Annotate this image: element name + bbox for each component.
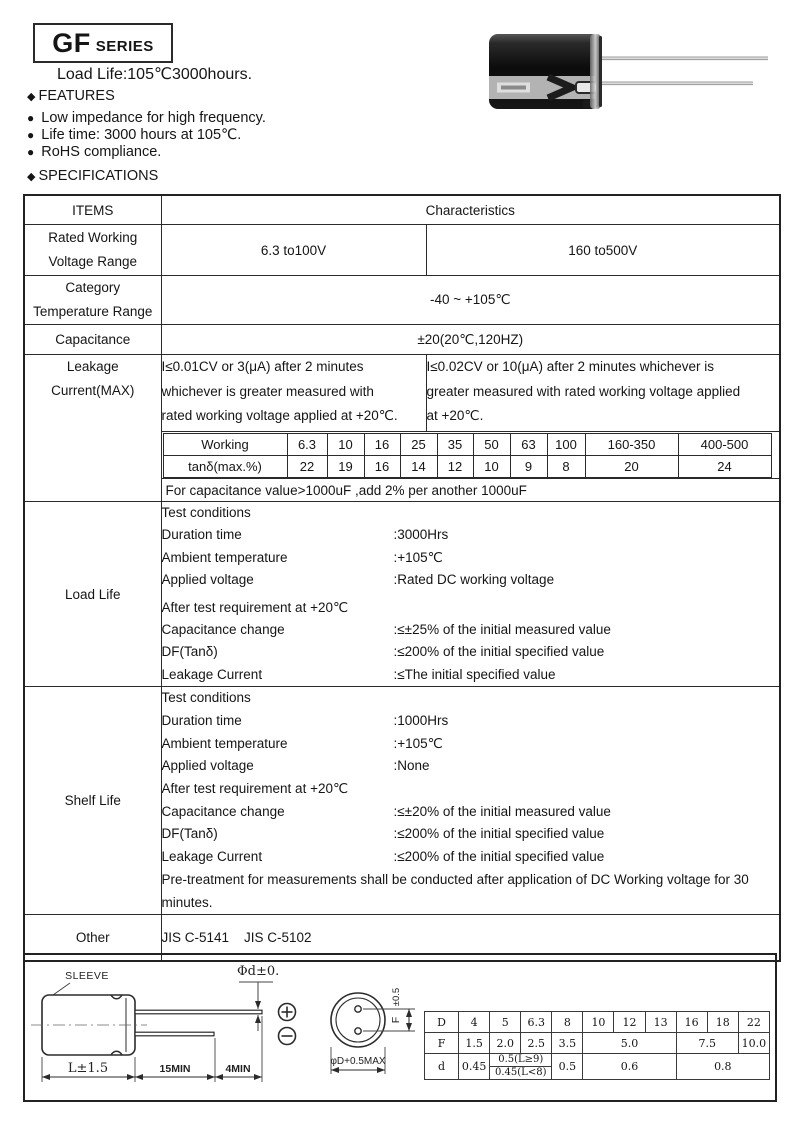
specifications-title-label: SPECIFICATIONS <box>38 168 159 184</box>
capacitor-photo <box>488 27 788 117</box>
lead-hole-top <box>355 1006 361 1012</box>
capacitor-lead-lower <box>596 82 753 86</box>
row-label-d: d <box>425 1054 459 1080</box>
diamond-icon: ◆ <box>27 90 36 103</box>
shelf-life-row <box>24 687 780 915</box>
list-item: ● Low impedance for high frequency. <box>27 110 266 126</box>
split-d-cell: 0.5(L≥9) 0.45(L<8) <box>490 1054 552 1080</box>
features-section-title <box>27 88 115 104</box>
list-item: ● RoHS compliance. <box>27 143 162 160</box>
temperature-value: -40 ~ +105℃ <box>161 276 780 325</box>
table-header-row <box>24 195 780 225</box>
f-tolerance-label: ±0.5 <box>391 987 402 1007</box>
capacitor-lead-upper <box>596 57 768 61</box>
other-value: JIS C-5141 JIS C-5102 <box>161 915 780 962</box>
body-length-label: L±1.5 <box>67 1061 109 1076</box>
specifications-table <box>23 194 781 962</box>
dimensions-drawing-box <box>23 953 777 1102</box>
bullet-icon: ● <box>27 111 35 125</box>
characteristics-header: Characteristics <box>161 195 780 225</box>
capacitance-row-label: Capacitance <box>24 325 161 355</box>
sleeve-pointer-line <box>53 983 70 995</box>
capacitance-value: ±20(20℃,120HZ) <box>161 325 780 355</box>
series-title-box <box>33 23 173 63</box>
body-diameter-label: φD+0.5MAX <box>330 1056 386 1067</box>
lead-length-label: 15MIN <box>159 1063 191 1075</box>
f-dimension-label: F <box>390 1016 402 1024</box>
diameter-values-row: D 4 5 6.3 8 10 12 13 16 18 22 <box>425 1012 770 1033</box>
plus-polarity-icon <box>279 1004 296 1021</box>
row-label-D: D <box>425 1012 459 1033</box>
minus-polarity-icon <box>279 1028 296 1045</box>
tand-values-row: tanδ(max.%) 22 19 16 14 12 10 9 8 20 24 <box>163 456 771 478</box>
lead-lower <box>135 1032 214 1036</box>
load-life-row <box>24 502 780 687</box>
specifications-section-title <box>27 168 158 184</box>
leakage-row <box>24 355 780 432</box>
bullet-icon: ● <box>27 144 35 159</box>
temperature-row-label: Category Temperature Range <box>24 276 161 325</box>
voltage-row <box>24 225 780 276</box>
items-header: ITEMS <box>24 195 161 225</box>
other-label: Other <box>24 915 161 962</box>
lead-spacing-values-row: F 1.5 2.0 2.5 3.5 5.0 7.5 10.0 <box>425 1033 770 1054</box>
working-label: Working <box>163 434 287 456</box>
load-life-label: Load Life <box>24 502 161 687</box>
leakage-low-text: I≤0.01CV or 3(μA) after 2 minutes whichever is greater measured with rated working voltage applied at +20℃. <box>161 355 426 432</box>
end-view-outer-circle <box>331 993 385 1047</box>
lead-upper <box>135 1010 262 1014</box>
load-life-headline: Load Life:105℃3000hours. <box>57 66 253 83</box>
leakage-row-label: Leakage Current(MAX) <box>24 355 161 502</box>
list-item: ● Life time: 3000 hours at 105℃. <box>27 126 242 143</box>
tand-voltage-table <box>163 433 772 478</box>
lead-diameter-values-row: d 0.45 0.5(L≥9) 0.45(L<8) 0.5 0.6 0.8 <box>425 1054 770 1080</box>
end-view-inner-circle <box>336 998 380 1042</box>
tand-label: tanδ(max.%) <box>163 456 287 478</box>
tand-note: For capacitance value>1000uF ,add 2% per another 1000uF <box>161 479 780 502</box>
capacitance-row <box>24 325 780 355</box>
voltage-low-value: 6.3 to100V <box>161 225 426 276</box>
shelf-life-content: Test conditions Duration time :1000Hrs Ambient temperature :+105℃ Applied voltage :None After test requirement at +20℃ Capacitance change :≤±20% of the initial measured value DF(Tanδ) :≤200% of the initial specified value Leakage Current :≤200% of the initial specified value Pre-treatment for measurements shall be conducted after application of DC Working voltage for 30 minutes. <box>161 687 780 915</box>
temperature-row <box>24 276 780 325</box>
working-voltage-row: Working 6.3 10 16 25 35 50 63 100 160-350 400-500 <box>163 434 771 456</box>
leakage-high-text: I≤0.02CV or 10(μA) after 2 minutes whichever is greater measured with rated working voltage applied at +20℃. <box>426 355 780 432</box>
dimension-table <box>424 1011 770 1080</box>
lead-tip-label: 4MIN <box>225 1063 251 1075</box>
features-title-label: FEATURES <box>38 88 115 104</box>
series-suffix: SERIES <box>95 38 154 55</box>
voltage-high-value: 160 to500V <box>426 225 780 276</box>
lead-diameter-label: Φd±0. <box>237 964 280 979</box>
load-life-content: Test conditions Duration time :3000Hrs Ambient temperature :+105℃ Applied voltage :Rated DC working voltage After test requirement at +20℃ Capacitance change :≤±25% of the initial measured value DF(Tanδ) :≤200% of the initial specified value Leakage Current :≤The initial specified value <box>161 502 780 687</box>
lead-hole-bottom <box>355 1028 361 1034</box>
bullet-icon: ● <box>27 127 35 142</box>
diamond-icon: ◆ <box>27 170 36 183</box>
features-list <box>27 110 266 160</box>
pretreatment-note: Pre-treatment for measurements shall be conducted after application of DC Working voltage for 30 minutes. <box>161 871 749 910</box>
voltage-row-label: Rated Working Voltage Range <box>24 225 161 276</box>
series-name: GF <box>52 27 91 58</box>
sleeve-label: SLEEVE <box>65 970 109 982</box>
shelf-life-label: Shelf Life <box>24 687 161 915</box>
row-label-F: F <box>425 1033 459 1054</box>
